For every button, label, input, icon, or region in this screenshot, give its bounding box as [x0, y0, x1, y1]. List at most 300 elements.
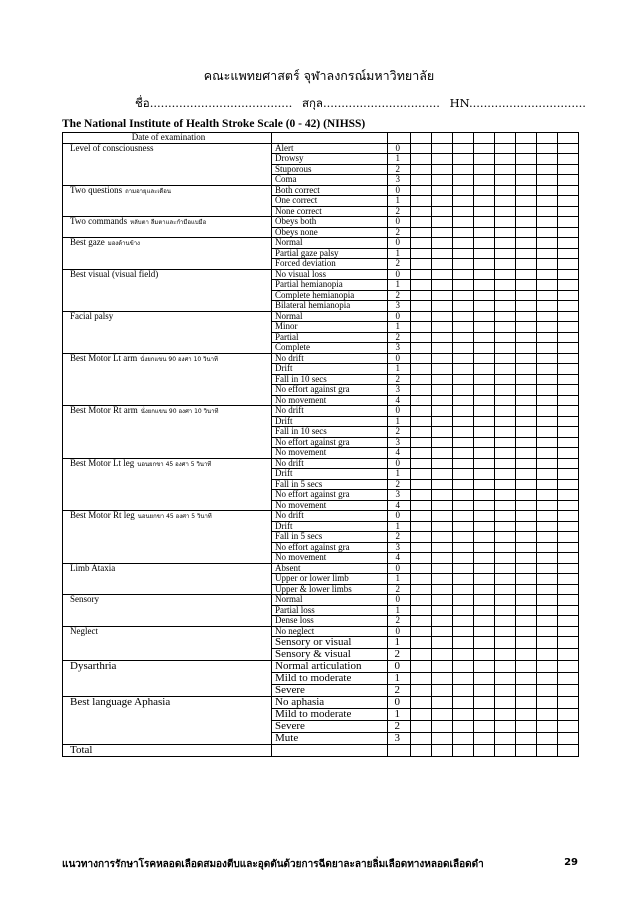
score-entry-cell[interactable] — [432, 661, 453, 673]
score-entry-cell[interactable] — [432, 364, 453, 375]
score-entry-cell[interactable] — [558, 448, 579, 459]
score-entry-cell[interactable] — [537, 532, 558, 543]
score-entry-cell[interactable] — [453, 364, 474, 375]
score-entry-cell[interactable] — [537, 469, 558, 480]
score-entry-cell[interactable] — [432, 322, 453, 333]
score-entry-cell[interactable] — [453, 584, 474, 595]
score-entry-cell[interactable] — [453, 458, 474, 469]
score-entry-cell[interactable] — [558, 574, 579, 585]
score-entry-cell[interactable] — [558, 385, 579, 396]
score-entry-cell[interactable] — [474, 500, 495, 511]
score-entry-cell[interactable] — [453, 206, 474, 217]
score-entry-cell[interactable] — [516, 437, 537, 448]
score-entry-cell[interactable] — [453, 269, 474, 280]
score-entry-cell[interactable] — [474, 469, 495, 480]
score-entry-cell[interactable] — [453, 416, 474, 427]
score-entry-cell[interactable] — [495, 322, 516, 333]
score-entry-cell[interactable] — [558, 343, 579, 354]
score-entry-cell[interactable] — [411, 406, 432, 417]
date-entry-cell[interactable] — [474, 133, 495, 144]
score-entry-cell[interactable] — [411, 395, 432, 406]
score-entry-cell[interactable] — [453, 605, 474, 616]
score-entry-cell[interactable] — [474, 595, 495, 606]
score-entry-cell[interactable] — [516, 217, 537, 228]
score-entry-cell[interactable] — [558, 733, 579, 745]
score-entry-cell[interactable] — [453, 563, 474, 574]
score-entry-cell[interactable] — [453, 733, 474, 745]
score-entry-cell[interactable] — [432, 511, 453, 522]
score-entry-cell[interactable] — [474, 175, 495, 186]
score-entry-cell[interactable] — [411, 343, 432, 354]
date-entry-cell[interactable] — [516, 133, 537, 144]
score-entry-cell[interactable] — [411, 154, 432, 165]
score-entry-cell[interactable] — [432, 416, 453, 427]
date-entry-cell[interactable] — [495, 133, 516, 144]
score-entry-cell[interactable] — [411, 164, 432, 175]
surname-field[interactable]: สกุล................................ — [301, 96, 440, 110]
score-entry-cell[interactable] — [495, 542, 516, 553]
score-entry-cell[interactable] — [558, 595, 579, 606]
score-entry-cell[interactable] — [474, 311, 495, 322]
score-entry-cell[interactable] — [411, 479, 432, 490]
score-entry-cell[interactable] — [516, 385, 537, 396]
score-entry-cell[interactable] — [495, 685, 516, 697]
score-entry-cell[interactable] — [516, 374, 537, 385]
score-entry-cell[interactable] — [558, 673, 579, 685]
score-entry-cell[interactable] — [558, 479, 579, 490]
score-entry-cell[interactable] — [537, 374, 558, 385]
score-entry-cell[interactable] — [432, 154, 453, 165]
score-entry-cell[interactable] — [495, 385, 516, 396]
score-entry-cell[interactable] — [495, 626, 516, 637]
score-entry-cell[interactable] — [474, 227, 495, 238]
score-entry-cell[interactable] — [432, 637, 453, 649]
score-entry-cell[interactable] — [516, 511, 537, 522]
score-entry-cell[interactable] — [558, 364, 579, 375]
score-entry-cell[interactable] — [537, 322, 558, 333]
score-entry-cell[interactable] — [558, 143, 579, 154]
score-entry-cell[interactable] — [495, 154, 516, 165]
score-entry-cell[interactable] — [411, 511, 432, 522]
score-entry-cell[interactable] — [453, 649, 474, 661]
score-entry-cell[interactable] — [495, 584, 516, 595]
score-entry-cell[interactable] — [558, 416, 579, 427]
score-entry-cell[interactable] — [411, 364, 432, 375]
score-entry-cell[interactable] — [558, 637, 579, 649]
score-entry-cell[interactable] — [516, 311, 537, 322]
score-entry-cell[interactable] — [474, 406, 495, 417]
score-entry-cell[interactable] — [537, 553, 558, 564]
score-entry-cell[interactable] — [453, 626, 474, 637]
score-entry-cell[interactable] — [537, 458, 558, 469]
score-entry-cell[interactable] — [432, 574, 453, 585]
score-entry-cell[interactable] — [537, 437, 558, 448]
score-entry-cell[interactable] — [516, 416, 537, 427]
score-entry-cell[interactable] — [411, 595, 432, 606]
score-entry-cell[interactable] — [432, 490, 453, 501]
score-entry-cell[interactable] — [432, 227, 453, 238]
score-entry-cell[interactable] — [537, 416, 558, 427]
score-entry-cell[interactable] — [453, 709, 474, 721]
score-entry-cell[interactable] — [495, 532, 516, 543]
score-entry-cell[interactable] — [516, 301, 537, 312]
score-entry-cell[interactable] — [495, 605, 516, 616]
total-entry-cell[interactable] — [432, 745, 453, 757]
score-entry-cell[interactable] — [453, 196, 474, 207]
score-entry-cell[interactable] — [516, 280, 537, 291]
score-entry-cell[interactable] — [558, 605, 579, 616]
score-entry-cell[interactable] — [474, 563, 495, 574]
score-entry-cell[interactable] — [516, 353, 537, 364]
score-entry-cell[interactable] — [558, 542, 579, 553]
score-entry-cell[interactable] — [411, 259, 432, 270]
score-entry-cell[interactable] — [495, 469, 516, 480]
score-entry-cell[interactable] — [411, 637, 432, 649]
score-entry-cell[interactable] — [432, 595, 453, 606]
score-entry-cell[interactable] — [495, 637, 516, 649]
score-entry-cell[interactable] — [495, 721, 516, 733]
score-entry-cell[interactable] — [558, 395, 579, 406]
score-entry-cell[interactable] — [495, 511, 516, 522]
score-entry-cell[interactable] — [453, 217, 474, 228]
score-entry-cell[interactable] — [495, 143, 516, 154]
score-entry-cell[interactable] — [453, 437, 474, 448]
score-entry-cell[interactable] — [516, 553, 537, 564]
score-entry-cell[interactable] — [411, 374, 432, 385]
score-entry-cell[interactable] — [453, 521, 474, 532]
score-entry-cell[interactable] — [558, 616, 579, 627]
score-entry-cell[interactable] — [453, 238, 474, 249]
score-entry-cell[interactable] — [558, 238, 579, 249]
score-entry-cell[interactable] — [537, 427, 558, 438]
score-entry-cell[interactable] — [558, 259, 579, 270]
score-entry-cell[interactable] — [495, 332, 516, 343]
score-entry-cell[interactable] — [558, 490, 579, 501]
score-entry-cell[interactable] — [495, 673, 516, 685]
score-entry-cell[interactable] — [474, 626, 495, 637]
score-entry-cell[interactable] — [558, 164, 579, 175]
score-entry-cell[interactable] — [411, 521, 432, 532]
score-entry-cell[interactable] — [516, 542, 537, 553]
score-entry-cell[interactable] — [558, 563, 579, 574]
score-entry-cell[interactable] — [516, 154, 537, 165]
score-entry-cell[interactable] — [453, 248, 474, 259]
score-entry-cell[interactable] — [495, 733, 516, 745]
score-entry-cell[interactable] — [495, 175, 516, 186]
score-entry-cell[interactable] — [558, 154, 579, 165]
score-entry-cell[interactable] — [432, 673, 453, 685]
score-entry-cell[interactable] — [432, 427, 453, 438]
score-entry-cell[interactable] — [411, 721, 432, 733]
score-entry-cell[interactable] — [474, 269, 495, 280]
score-entry-cell[interactable] — [411, 584, 432, 595]
score-entry-cell[interactable] — [537, 175, 558, 186]
score-entry-cell[interactable] — [558, 649, 579, 661]
score-entry-cell[interactable] — [411, 605, 432, 616]
score-entry-cell[interactable] — [558, 175, 579, 186]
score-entry-cell[interactable] — [432, 301, 453, 312]
score-entry-cell[interactable] — [432, 733, 453, 745]
score-entry-cell[interactable] — [474, 511, 495, 522]
score-entry-cell[interactable] — [432, 584, 453, 595]
score-entry-cell[interactable] — [411, 416, 432, 427]
score-entry-cell[interactable] — [411, 248, 432, 259]
score-entry-cell[interactable] — [558, 532, 579, 543]
score-entry-cell[interactable] — [474, 553, 495, 564]
score-entry-cell[interactable] — [453, 301, 474, 312]
score-entry-cell[interactable] — [537, 685, 558, 697]
score-entry-cell[interactable] — [495, 490, 516, 501]
score-entry-cell[interactable] — [516, 469, 537, 480]
score-entry-cell[interactable] — [474, 164, 495, 175]
score-entry-cell[interactable] — [411, 280, 432, 291]
score-entry-cell[interactable] — [474, 185, 495, 196]
date-entry-cell[interactable] — [432, 133, 453, 144]
score-entry-cell[interactable] — [558, 458, 579, 469]
score-entry-cell[interactable] — [432, 311, 453, 322]
score-entry-cell[interactable] — [474, 584, 495, 595]
score-entry-cell[interactable] — [453, 697, 474, 709]
score-entry-cell[interactable] — [495, 458, 516, 469]
score-entry-cell[interactable] — [432, 353, 453, 364]
score-entry-cell[interactable] — [432, 605, 453, 616]
score-entry-cell[interactable] — [537, 406, 558, 417]
score-entry-cell[interactable] — [474, 259, 495, 270]
score-entry-cell[interactable] — [411, 448, 432, 459]
score-entry-cell[interactable] — [537, 595, 558, 606]
score-entry-cell[interactable] — [453, 574, 474, 585]
score-entry-cell[interactable] — [516, 143, 537, 154]
score-entry-cell[interactable] — [516, 458, 537, 469]
score-entry-cell[interactable] — [516, 521, 537, 532]
score-entry-cell[interactable] — [516, 395, 537, 406]
score-entry-cell[interactable] — [474, 385, 495, 396]
total-entry-cell[interactable] — [453, 745, 474, 757]
score-entry-cell[interactable] — [432, 175, 453, 186]
score-entry-cell[interactable] — [432, 196, 453, 207]
score-entry-cell[interactable] — [453, 490, 474, 501]
score-entry-cell[interactable] — [432, 448, 453, 459]
score-entry-cell[interactable] — [411, 290, 432, 301]
score-entry-cell[interactable] — [453, 500, 474, 511]
score-entry-cell[interactable] — [558, 353, 579, 364]
score-entry-cell[interactable] — [537, 733, 558, 745]
score-entry-cell[interactable] — [558, 248, 579, 259]
score-entry-cell[interactable] — [411, 673, 432, 685]
score-entry-cell[interactable] — [537, 605, 558, 616]
score-entry-cell[interactable] — [474, 616, 495, 627]
score-entry-cell[interactable] — [558, 301, 579, 312]
score-entry-cell[interactable] — [558, 227, 579, 238]
score-entry-cell[interactable] — [495, 353, 516, 364]
score-entry-cell[interactable] — [411, 490, 432, 501]
score-entry-cell[interactable] — [474, 217, 495, 228]
score-entry-cell[interactable] — [495, 616, 516, 627]
total-entry-cell[interactable] — [516, 745, 537, 757]
score-entry-cell[interactable] — [495, 553, 516, 564]
score-entry-cell[interactable] — [516, 584, 537, 595]
score-entry-cell[interactable] — [453, 685, 474, 697]
score-entry-cell[interactable] — [474, 605, 495, 616]
score-entry-cell[interactable] — [516, 269, 537, 280]
score-entry-cell[interactable] — [432, 143, 453, 154]
score-entry-cell[interactable] — [411, 500, 432, 511]
score-entry-cell[interactable] — [474, 637, 495, 649]
score-entry-cell[interactable] — [453, 673, 474, 685]
score-entry-cell[interactable] — [453, 164, 474, 175]
score-entry-cell[interactable] — [495, 206, 516, 217]
score-entry-cell[interactable] — [453, 427, 474, 438]
score-entry-cell[interactable] — [411, 563, 432, 574]
score-entry-cell[interactable] — [411, 649, 432, 661]
score-entry-cell[interactable] — [495, 343, 516, 354]
score-entry-cell[interactable] — [495, 500, 516, 511]
score-entry-cell[interactable] — [537, 154, 558, 165]
score-entry-cell[interactable] — [411, 709, 432, 721]
score-entry-cell[interactable] — [411, 217, 432, 228]
score-entry-cell[interactable] — [516, 343, 537, 354]
score-entry-cell[interactable] — [495, 311, 516, 322]
score-entry-cell[interactable] — [495, 164, 516, 175]
score-entry-cell[interactable] — [537, 290, 558, 301]
score-entry-cell[interactable] — [453, 259, 474, 270]
score-entry-cell[interactable] — [474, 542, 495, 553]
score-entry-cell[interactable] — [495, 238, 516, 249]
score-entry-cell[interactable] — [432, 217, 453, 228]
score-entry-cell[interactable] — [474, 206, 495, 217]
score-entry-cell[interactable] — [411, 427, 432, 438]
score-entry-cell[interactable] — [495, 416, 516, 427]
score-entry-cell[interactable] — [537, 185, 558, 196]
score-entry-cell[interactable] — [537, 479, 558, 490]
score-entry-cell[interactable] — [495, 280, 516, 291]
score-entry-cell[interactable] — [537, 649, 558, 661]
score-entry-cell[interactable] — [495, 395, 516, 406]
score-entry-cell[interactable] — [558, 469, 579, 480]
score-entry-cell[interactable] — [474, 427, 495, 438]
score-entry-cell[interactable] — [432, 542, 453, 553]
score-entry-cell[interactable] — [432, 385, 453, 396]
score-entry-cell[interactable] — [516, 733, 537, 745]
score-entry-cell[interactable] — [558, 332, 579, 343]
score-entry-cell[interactable] — [411, 301, 432, 312]
score-entry-cell[interactable] — [537, 616, 558, 627]
score-entry-cell[interactable] — [453, 185, 474, 196]
score-entry-cell[interactable] — [558, 322, 579, 333]
score-entry-cell[interactable] — [516, 595, 537, 606]
score-entry-cell[interactable] — [474, 661, 495, 673]
score-entry-cell[interactable] — [558, 500, 579, 511]
score-entry-cell[interactable] — [474, 196, 495, 207]
score-entry-cell[interactable] — [432, 521, 453, 532]
score-entry-cell[interactable] — [495, 269, 516, 280]
score-entry-cell[interactable] — [411, 661, 432, 673]
score-entry-cell[interactable] — [432, 553, 453, 564]
score-entry-cell[interactable] — [432, 290, 453, 301]
score-entry-cell[interactable] — [558, 553, 579, 564]
score-entry-cell[interactable] — [495, 374, 516, 385]
score-entry-cell[interactable] — [474, 490, 495, 501]
score-entry-cell[interactable] — [453, 311, 474, 322]
score-entry-cell[interactable] — [411, 143, 432, 154]
score-entry-cell[interactable] — [453, 448, 474, 459]
score-entry-cell[interactable] — [474, 238, 495, 249]
score-entry-cell[interactable] — [453, 332, 474, 343]
score-entry-cell[interactable] — [537, 521, 558, 532]
score-entry-cell[interactable] — [432, 563, 453, 574]
name-field[interactable]: ชื่อ....................................... — [135, 96, 293, 110]
score-entry-cell[interactable] — [453, 469, 474, 480]
score-entry-cell[interactable] — [474, 685, 495, 697]
score-entry-cell[interactable] — [495, 437, 516, 448]
score-entry-cell[interactable] — [516, 164, 537, 175]
score-entry-cell[interactable] — [411, 227, 432, 238]
score-entry-cell[interactable] — [495, 563, 516, 574]
score-entry-cell[interactable] — [537, 196, 558, 207]
score-entry-cell[interactable] — [432, 374, 453, 385]
score-entry-cell[interactable] — [411, 574, 432, 585]
score-entry-cell[interactable] — [516, 616, 537, 627]
score-entry-cell[interactable] — [537, 332, 558, 343]
score-entry-cell[interactable] — [453, 280, 474, 291]
score-entry-cell[interactable] — [537, 248, 558, 259]
score-entry-cell[interactable] — [474, 248, 495, 259]
score-entry-cell[interactable] — [495, 301, 516, 312]
score-entry-cell[interactable] — [516, 175, 537, 186]
score-entry-cell[interactable] — [453, 175, 474, 186]
score-entry-cell[interactable] — [474, 721, 495, 733]
score-entry-cell[interactable] — [432, 206, 453, 217]
score-entry-cell[interactable] — [474, 322, 495, 333]
date-entry-cell[interactable] — [537, 133, 558, 144]
score-entry-cell[interactable] — [453, 616, 474, 627]
score-entry-cell[interactable] — [558, 290, 579, 301]
score-entry-cell[interactable] — [411, 616, 432, 627]
score-entry-cell[interactable] — [453, 511, 474, 522]
score-entry-cell[interactable] — [432, 479, 453, 490]
score-entry-cell[interactable] — [474, 437, 495, 448]
score-entry-cell[interactable] — [537, 563, 558, 574]
score-entry-cell[interactable] — [411, 322, 432, 333]
score-entry-cell[interactable] — [432, 259, 453, 270]
score-entry-cell[interactable] — [558, 185, 579, 196]
score-entry-cell[interactable] — [411, 733, 432, 745]
score-entry-cell[interactable] — [495, 227, 516, 238]
score-entry-cell[interactable] — [558, 196, 579, 207]
score-entry-cell[interactable] — [558, 626, 579, 637]
score-entry-cell[interactable] — [516, 248, 537, 259]
score-entry-cell[interactable] — [432, 469, 453, 480]
score-entry-cell[interactable] — [453, 227, 474, 238]
score-entry-cell[interactable] — [495, 185, 516, 196]
score-entry-cell[interactable] — [537, 217, 558, 228]
score-entry-cell[interactable] — [453, 542, 474, 553]
score-entry-cell[interactable] — [516, 532, 537, 543]
score-entry-cell[interactable] — [558, 427, 579, 438]
score-entry-cell[interactable] — [432, 343, 453, 354]
score-entry-cell[interactable] — [411, 626, 432, 637]
score-entry-cell[interactable] — [558, 269, 579, 280]
score-entry-cell[interactable] — [516, 290, 537, 301]
score-entry-cell[interactable] — [558, 280, 579, 291]
score-entry-cell[interactable] — [516, 500, 537, 511]
score-entry-cell[interactable] — [516, 626, 537, 637]
score-entry-cell[interactable] — [516, 574, 537, 585]
score-entry-cell[interactable] — [516, 490, 537, 501]
score-entry-cell[interactable] — [453, 290, 474, 301]
score-entry-cell[interactable] — [432, 458, 453, 469]
score-entry-cell[interactable] — [453, 353, 474, 364]
